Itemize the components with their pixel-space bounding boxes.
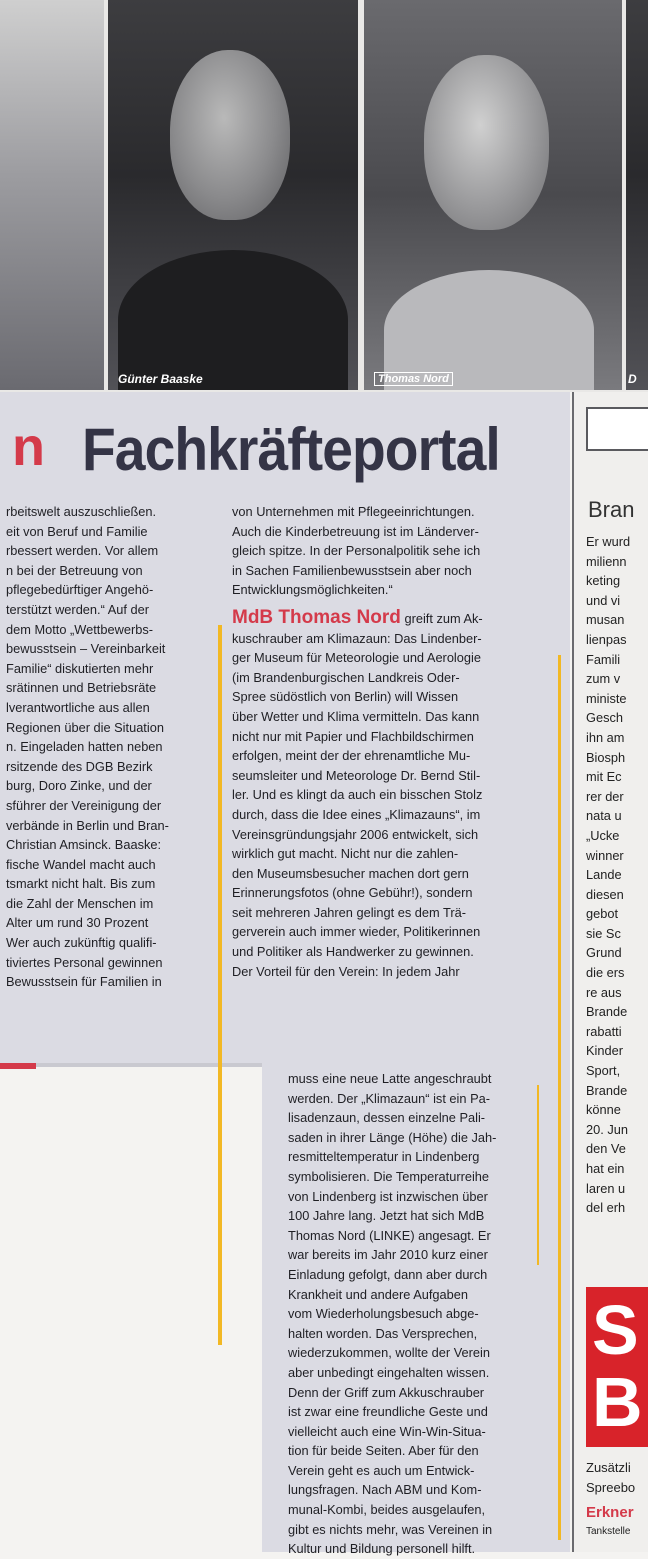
text-line: diesen bbox=[586, 886, 624, 902]
text-line: könne bbox=[586, 1102, 621, 1118]
photo-caption: D bbox=[628, 372, 637, 386]
grey-rule bbox=[36, 1063, 262, 1067]
text-line: verbände in Berlin und Bran- bbox=[6, 817, 169, 833]
text-line: winner bbox=[586, 847, 624, 863]
right-bottom-line: Erkner bbox=[586, 1504, 634, 1521]
text-line: keting bbox=[586, 573, 621, 589]
highlighter-mark bbox=[558, 655, 561, 1540]
text-line: Kultur und Bildung personell hilft. bbox=[288, 1541, 476, 1557]
portrait-photo-nord bbox=[364, 0, 622, 390]
text-line: Brande bbox=[586, 1004, 628, 1020]
text-line: war bereits im Jahr 2010 kurz einer bbox=[288, 1247, 488, 1263]
text-line: terstützt werden.“ Auf der bbox=[6, 601, 149, 617]
text-line: re aus bbox=[586, 984, 622, 1000]
text-line: rer der bbox=[586, 788, 624, 804]
article-column-2 bbox=[232, 502, 560, 981]
text-line: vom Wiederholungsbesuch abge- bbox=[288, 1306, 479, 1322]
text-line: gebot bbox=[586, 906, 619, 922]
text-line: Auch die Kinderbetreuung ist im Länderver- bbox=[232, 523, 479, 539]
text-line: Kinder bbox=[586, 1043, 623, 1059]
text-line: Einladung gefolgt, dann aber durch bbox=[288, 1266, 488, 1282]
text-line: sie Sc bbox=[586, 925, 621, 941]
headline-prefix: n bbox=[12, 417, 45, 477]
text-line: tion für beide Seiten. Aber für den bbox=[288, 1443, 479, 1459]
text-line: rabatti bbox=[586, 1023, 622, 1039]
text-line: tiviertes Personal gewinnen bbox=[6, 954, 163, 970]
lead-name: MdB Thomas Nord bbox=[232, 606, 401, 628]
text-line: Sport, bbox=[586, 1063, 621, 1079]
text-line: n. Eingeladen hatten neben bbox=[6, 739, 163, 755]
text-line: kuschrauber am Klimazaun: Das Lindenber- bbox=[232, 630, 482, 646]
text-line: lienpas bbox=[586, 631, 627, 647]
text-line: bewusstsein – Vereinbarkeit bbox=[6, 641, 166, 657]
text-line: erfolgen, meint der der ehrenamtliche Mu- bbox=[232, 748, 471, 764]
text-line: Gesch bbox=[586, 710, 623, 726]
text-line: die ers bbox=[586, 965, 625, 981]
text-line: rbessert werden. Vor allem bbox=[6, 543, 159, 559]
text-line: eit von Beruf und Familie bbox=[6, 523, 148, 539]
text-line: munal-Kombi, beides ausgelaufen, bbox=[288, 1502, 486, 1518]
text-line: saden in ihrer Länge (Höhe) die Jah- bbox=[288, 1129, 497, 1145]
text-line: nata u bbox=[586, 808, 622, 824]
text-line: hat ein bbox=[586, 1161, 625, 1176]
text-line: aber unbedingt eingehalten wissen. bbox=[288, 1364, 490, 1380]
text-line: rbeitswelt auszuschließen. bbox=[6, 504, 157, 519]
text-line: von Unternehmen mit Pflegeeinrichtungen. bbox=[232, 504, 475, 519]
text-line: ger Museum für Meteorologie und Aerologie bbox=[232, 650, 481, 666]
text-line: lverantwortliche aus allen bbox=[6, 699, 150, 715]
article-column-3 bbox=[288, 1069, 550, 1559]
text-line: Verein geht es auch um Entwick- bbox=[288, 1462, 475, 1478]
text-line: über Wetter und Klima vermitteln. Das kann bbox=[232, 708, 480, 724]
text-line: musan bbox=[586, 612, 625, 628]
lead-rest: greift zum Ak- bbox=[400, 610, 483, 626]
text-line: gibt es nichts mehr, was Vereinen in bbox=[288, 1521, 493, 1537]
text-line: dem Motto „Wettbewerbs- bbox=[6, 621, 153, 637]
page-cutout bbox=[0, 1065, 262, 1552]
text-line: werden. Der „Klimazaun“ ist ein Pa- bbox=[288, 1090, 490, 1106]
text-line: rsitzende des DGB Bezirk bbox=[6, 758, 153, 774]
text-line: Er wurd bbox=[586, 534, 631, 549]
text-line: ler. Und es klingt da auch ein bisschen Stolz bbox=[232, 787, 483, 803]
right-bottom-line: Spreebo bbox=[586, 1480, 636, 1495]
text-line: Denn der Griff zum Akkuschrauber bbox=[288, 1384, 485, 1400]
text-line: srätinnen und Betriebsräte bbox=[6, 680, 157, 696]
photo-caption: Thomas Nord bbox=[374, 372, 453, 386]
text-line: seit mehreren Jahren gelingt es dem Trä- bbox=[232, 904, 467, 920]
right-bottom-line: Zusätzli bbox=[586, 1460, 631, 1475]
text-line: wirklich gut macht. Nicht nur die zahlen- bbox=[232, 846, 459, 862]
text-line: zum v bbox=[586, 671, 621, 687]
photo-caption: Günter Baaske bbox=[118, 372, 203, 386]
building-photo bbox=[0, 0, 104, 390]
text-line: milienn bbox=[586, 553, 627, 569]
text-line: Lande bbox=[586, 867, 622, 883]
text-line: mit Ec bbox=[586, 769, 622, 785]
text-line: und Politiker als Handwerker zu gewinnen. bbox=[232, 944, 474, 960]
right-title: Bran bbox=[588, 497, 635, 522]
text-line: Grund bbox=[586, 945, 622, 961]
text-line: fische Wandel macht auch bbox=[6, 856, 156, 872]
text-line: halten worden. Das Versprechen, bbox=[288, 1325, 478, 1341]
text-line: symbolisieren. Die Temperaturreihe bbox=[288, 1168, 490, 1184]
text-line: Bewusstsein für Familien in bbox=[6, 974, 162, 990]
text-line: Familie“ diskutierten mehr bbox=[6, 660, 154, 676]
text-line: gleich spitze. In der Personalpolitik sehe ich bbox=[232, 543, 481, 559]
ad-letter: S bbox=[592, 1291, 639, 1369]
portrait-photo-partial bbox=[626, 0, 648, 390]
text-line: sführer der Vereinigung der bbox=[6, 797, 162, 813]
text-line: n bei der Betreuung von bbox=[6, 562, 143, 578]
text-line: nicht nur mit Papier und Flachbildschirmen bbox=[232, 728, 474, 744]
ad-letter: B bbox=[592, 1363, 643, 1441]
box-frame bbox=[586, 407, 648, 451]
right-text bbox=[586, 532, 630, 1218]
text-line: lungsfragen. Nach ABM und Kom- bbox=[288, 1482, 482, 1498]
text-line: und vi bbox=[586, 592, 621, 608]
text-line: Brande bbox=[586, 1082, 628, 1098]
text-line: Alter um rund 30 Prozent bbox=[6, 915, 149, 931]
text-line: Famili bbox=[586, 651, 621, 667]
text-line: Christian Amsinck. Baaske: bbox=[6, 837, 162, 853]
photo-strip bbox=[0, 0, 648, 392]
highlighter-mark bbox=[537, 1085, 539, 1265]
text-line: vielleicht auch eine Win-Win-Situa- bbox=[288, 1423, 486, 1439]
text-line: den Museumsbesucher machen dort gern bbox=[232, 865, 469, 881]
text-line: die Zahl der Menschen im bbox=[6, 895, 154, 911]
text-line: pflegebedürftiger Angehö- bbox=[6, 582, 154, 598]
text-line: muss eine neue Latte angeschraubt bbox=[288, 1071, 492, 1086]
text-line: ist zwar eine freundliche Geste und bbox=[288, 1404, 488, 1420]
text-line: del erh bbox=[586, 1200, 626, 1216]
text-line: durch, dass die Idee eines „Klimazauns“, im bbox=[232, 806, 481, 822]
text-line: Krankheit und andere Aufgaben bbox=[288, 1286, 469, 1302]
right-bottom-line: Tankstelle bbox=[586, 1526, 631, 1537]
text-line: tsmarkt nicht halt. Bis zum bbox=[6, 876, 156, 892]
red-rule bbox=[0, 1063, 36, 1069]
article-column-1 bbox=[6, 502, 210, 992]
text-line: den Ve bbox=[586, 1141, 626, 1157]
highlighter-mark bbox=[218, 625, 222, 1345]
text-line: ministe bbox=[586, 690, 627, 706]
text-line: Regionen über die Situation bbox=[6, 719, 164, 735]
text-line: laren u bbox=[586, 1180, 626, 1196]
text-line: Erinnerungsfotos (ohne Gebühr!), sondern bbox=[232, 885, 473, 901]
text-line: Biosph bbox=[586, 749, 626, 765]
right-column bbox=[572, 392, 648, 1552]
headline: Fachkräfteportal bbox=[82, 416, 500, 483]
text-line: seumsleiter und Meteorologe Dr. Bernd Stil- bbox=[232, 767, 481, 783]
text-line: Spree südöstlich von Berlin) will Wissen bbox=[232, 689, 459, 705]
text-line: Wer auch zukünftig qualifi- bbox=[6, 935, 157, 951]
text-line: gerverein auch immer wieder, Politikerinnen bbox=[232, 924, 481, 940]
text-line: ihn am bbox=[586, 729, 625, 745]
text-line: Vereinsgründungsjahr 2006 entwickelt, sich bbox=[232, 826, 479, 842]
text-line: resmitteltemperatur in Lindenberg bbox=[288, 1149, 480, 1165]
text-line: Entwicklungsmöglichkeiten.“ bbox=[232, 582, 393, 598]
text-line: 100 Jahre lang. Jetzt hat sich MdB bbox=[288, 1208, 485, 1224]
text-line: lisadenzaun, dessen einzelne Pali- bbox=[288, 1110, 486, 1126]
text-line: wiederzukommen, wollte der Verein bbox=[288, 1345, 491, 1361]
text-line: Thomas Nord (LINKE) angesagt. Er bbox=[288, 1227, 491, 1243]
text-line: 20. Jun bbox=[586, 1121, 628, 1137]
text-line: burg, Doro Zinke, und der bbox=[6, 778, 152, 794]
red-ad-block bbox=[586, 1287, 648, 1447]
text-line: „Ucke bbox=[586, 827, 620, 843]
text-line: (im Brandenburgischen Landkreis Oder- bbox=[232, 669, 460, 685]
portrait-photo-baaske bbox=[108, 0, 358, 390]
text-line: in Sachen Familienbewusstsein aber noch bbox=[232, 562, 472, 578]
text-line: von Lindenberg ist inzwischen über bbox=[288, 1188, 488, 1204]
text-line: Der Vorteil für den Verein: In jedem Jahr bbox=[232, 963, 460, 979]
